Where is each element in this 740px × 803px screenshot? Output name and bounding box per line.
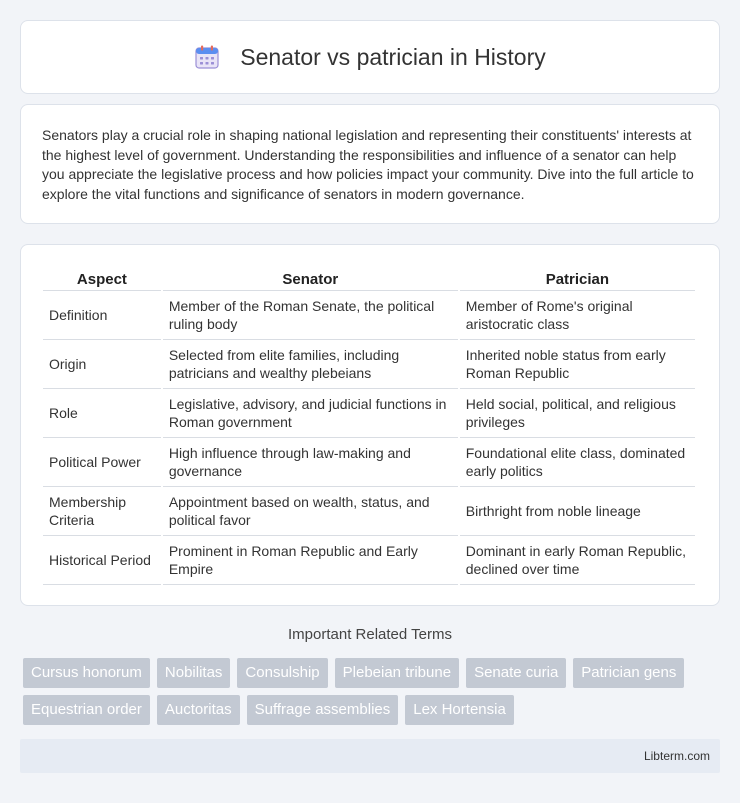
header-aspect: Aspect [43, 265, 161, 291]
cell-patrician: Held social, political, and religious privileges [460, 389, 695, 438]
intro-text: Senators play a crucial role in shaping national legislation and representing their constituents' interests at the highest level of government. Understanding the responsibilities and influence of a senator can help you appreciate the legislative process and how policies impact your community. Dive into the full article to explore the vital functions and significance of senators in modern governance. [42, 127, 694, 202]
cell-senator: Appointment based on wealth, status, and political favor [163, 487, 458, 536]
related-term-tag[interactable]: Cursus honorum [23, 658, 150, 688]
calendar-icon [194, 44, 220, 70]
page-title: Senator vs patrician in History [240, 43, 546, 70]
table-row [43, 291, 695, 340]
cell-aspect: Definition [43, 291, 161, 340]
related-term-tag[interactable]: Plebeian tribune [335, 658, 459, 688]
cell-patrician: Birthright from noble lineage [460, 487, 695, 536]
cell-aspect: Political Power [43, 438, 161, 487]
cell-patrician: Dominant in early Roman Republic, declined over time [460, 536, 695, 585]
cell-senator: Member of the Roman Senate, the political ruling body [163, 291, 458, 340]
cell-senator: Legislative, advisory, and judicial functions in Roman government [163, 389, 458, 438]
table-row [43, 340, 695, 389]
table-row [43, 389, 695, 438]
table-row [43, 487, 695, 536]
cell-aspect: Role [43, 389, 161, 438]
header-patrician: Patrician [460, 265, 695, 291]
related-term-tag[interactable]: Consulship [237, 658, 327, 688]
header-senator: Senator [163, 265, 458, 291]
related-term-tag[interactable]: Auctoritas [157, 695, 240, 725]
cell-patrician: Foundational elite class, dominated early politics [460, 438, 695, 487]
cell-patrician: Member of Rome's original aristocratic class [460, 291, 695, 340]
related-term-tag[interactable]: Suffrage assemblies [247, 695, 399, 725]
cell-senator: Selected from elite families, including patricians and wealthy plebeians [163, 340, 458, 389]
footer [20, 739, 720, 773]
cell-senator: Prominent in Roman Republic and Early Empire [163, 536, 458, 585]
related-term-tag[interactable]: Nobilitas [157, 658, 231, 688]
table-header-row [43, 265, 695, 291]
footer-site-link[interactable]: Libterm.com [643, 749, 710, 763]
header-card [20, 20, 720, 94]
cell-aspect: Historical Period [43, 536, 161, 585]
related-term-tag[interactable]: Senate curia [466, 658, 566, 688]
intro-card [20, 104, 720, 224]
cell-aspect: Membership Criteria [43, 487, 161, 536]
cell-aspect: Origin [43, 340, 161, 389]
cell-senator: High influence through law-making and governance [163, 438, 458, 487]
related-term-tag[interactable]: Patrician gens [573, 658, 684, 688]
table-row [43, 536, 695, 585]
related-term-tag[interactable]: Equestrian order [23, 695, 150, 725]
cell-patrician: Inherited noble status from early Roman Republic [460, 340, 695, 389]
comparison-table [41, 265, 697, 585]
comparison-table-card [20, 244, 720, 606]
related-terms-list [23, 658, 723, 725]
related-terms-title: Important Related Terms [288, 626, 452, 643]
related-term-tag[interactable]: Lex Hortensia [405, 695, 514, 725]
table-row [43, 438, 695, 487]
